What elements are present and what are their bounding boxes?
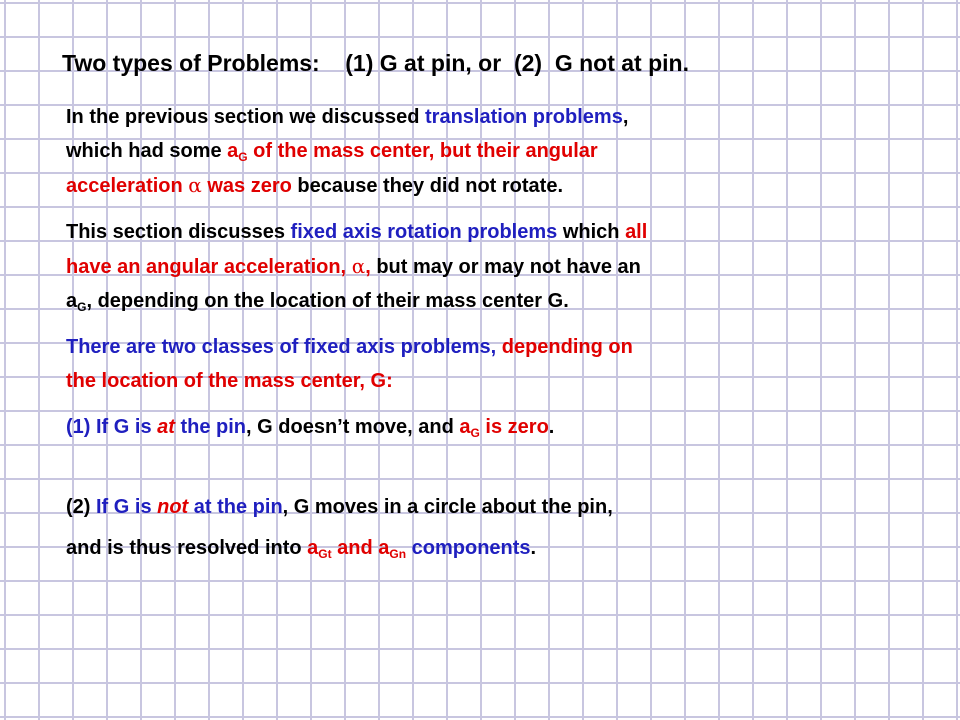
text-run: fixed axis rotation problems: [290, 221, 558, 243]
text-run: If G is: [96, 416, 158, 438]
symbol-aG: $a_G$: [66, 290, 87, 314]
text-run: was zero: [201, 175, 292, 197]
text-run: is zero: [479, 416, 549, 438]
text-run: not: [157, 496, 189, 518]
text-run: (1): [66, 416, 96, 438]
text-run: at the pin: [188, 496, 283, 518]
text-run: which: [557, 221, 626, 243]
text-run: ,: [622, 106, 629, 128]
symbol-aG: $a_G$: [459, 416, 480, 440]
symbol-aGn: and $a_{Gn}$: [331, 537, 407, 561]
text-run: , G moves in a circle about the pin,: [282, 496, 613, 518]
paragraph-translation: [66, 100, 628, 203]
text-run: In the previous section we discussed: [66, 106, 425, 128]
alpha-symbol: α: [188, 173, 202, 197]
text-run: the pin: [174, 416, 247, 438]
text-run: There are two classes of fixed axis problems,: [66, 336, 497, 358]
slide-title: Two types of Problems: (1) G at pin, or (2) G not at pin.: [62, 50, 689, 76]
text-run: If G is: [96, 496, 158, 518]
text-run: components: [406, 537, 531, 559]
paragraph-fixed-axis: [66, 215, 647, 318]
text-run: at: [157, 416, 175, 438]
case-2: [66, 490, 613, 565]
case-1: [66, 410, 554, 444]
text-run: ,: [365, 256, 371, 278]
text-run: and is thus resolved into: [66, 537, 308, 559]
text-run: but may or may not have an: [370, 256, 641, 278]
text-run: have an angular acceleration,: [66, 256, 352, 278]
text-run: , G doesn’t move, and: [246, 416, 460, 438]
text-run: (2): [66, 496, 96, 518]
alpha-symbol: α: [351, 254, 366, 278]
text-run: This section discusses: [66, 221, 291, 243]
text-run: depending on: [496, 336, 633, 358]
text-run: all: [625, 221, 648, 243]
text-run: , depending on the location of their mass center G.: [86, 290, 569, 312]
text-run: .: [530, 537, 537, 559]
text-run: acceleration: [66, 175, 189, 197]
text-run: translation problems: [425, 106, 623, 128]
text-run: of the mass center, but their angular: [247, 140, 598, 162]
symbol-aGt: $a_{Gt}$: [307, 537, 332, 561]
text-run: .: [548, 416, 555, 438]
text-run: because they did not rotate.: [291, 175, 564, 197]
symbol-aG: $a_G$: [227, 140, 248, 164]
paragraph-two-classes: [66, 330, 633, 398]
text-run: the location of the mass center, G:: [66, 370, 393, 392]
text-run: which had some: [66, 140, 228, 162]
